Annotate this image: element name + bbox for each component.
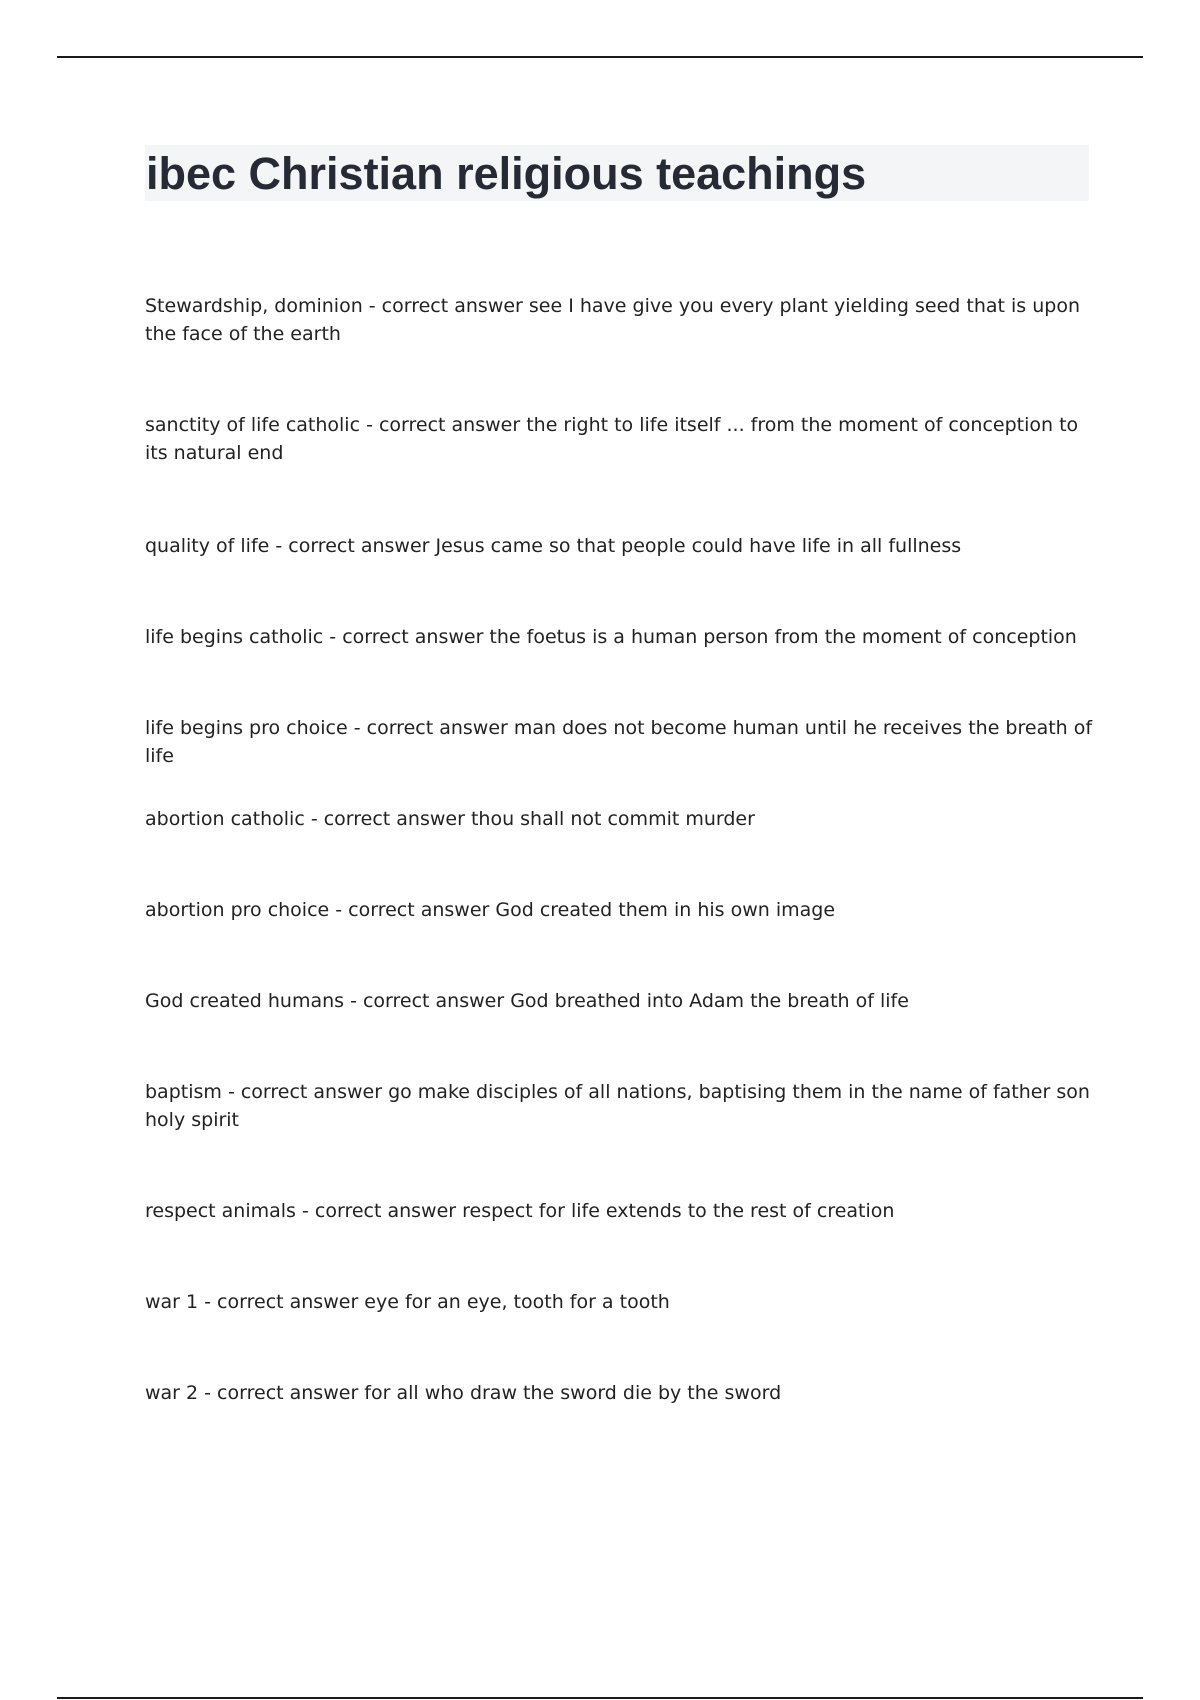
qa-item: war 2 - correct answer for all who draw the sword die by the sword — [145, 1382, 782, 1404]
qa-item: abortion pro choice - correct answer God created them in his own image — [145, 899, 836, 921]
document-title: ibec Christian religious teachings — [146, 148, 867, 199]
top-rule — [57, 56, 1143, 58]
qa-item: abortion catholic - correct answer thou shall not commit murder — [145, 808, 755, 830]
qa-item: life begins pro choice - correct answer man does not become human until he receives the breath of life — [145, 717, 1093, 767]
qa-item: life begins catholic - correct answer the foetus is a human person from the moment of conception — [145, 626, 1077, 648]
qa-item: quality of life - correct answer Jesus came so that people could have life in all fullness — [145, 535, 962, 557]
qa-item: baptism - correct answer go make disciples of all nations, baptising them in the name of father son holy spirit — [145, 1081, 1090, 1131]
qa-item: sanctity of life catholic - correct answer the right to life itself ... from the moment of conception to its natural end — [145, 414, 1079, 464]
qa-item: Stewardship, dominion - correct answer see I have give you every plant yielding seed that is upon the face of the earth — [145, 295, 1080, 345]
bottom-rule — [57, 1697, 1143, 1699]
qa-item: God created humans - correct answer God breathed into Adam the breath of life — [145, 990, 909, 1012]
qa-item: war 1 - correct answer eye for an eye, tooth for a tooth — [145, 1291, 670, 1313]
qa-item: respect animals - correct answer respect for life extends to the rest of creation — [145, 1200, 895, 1222]
